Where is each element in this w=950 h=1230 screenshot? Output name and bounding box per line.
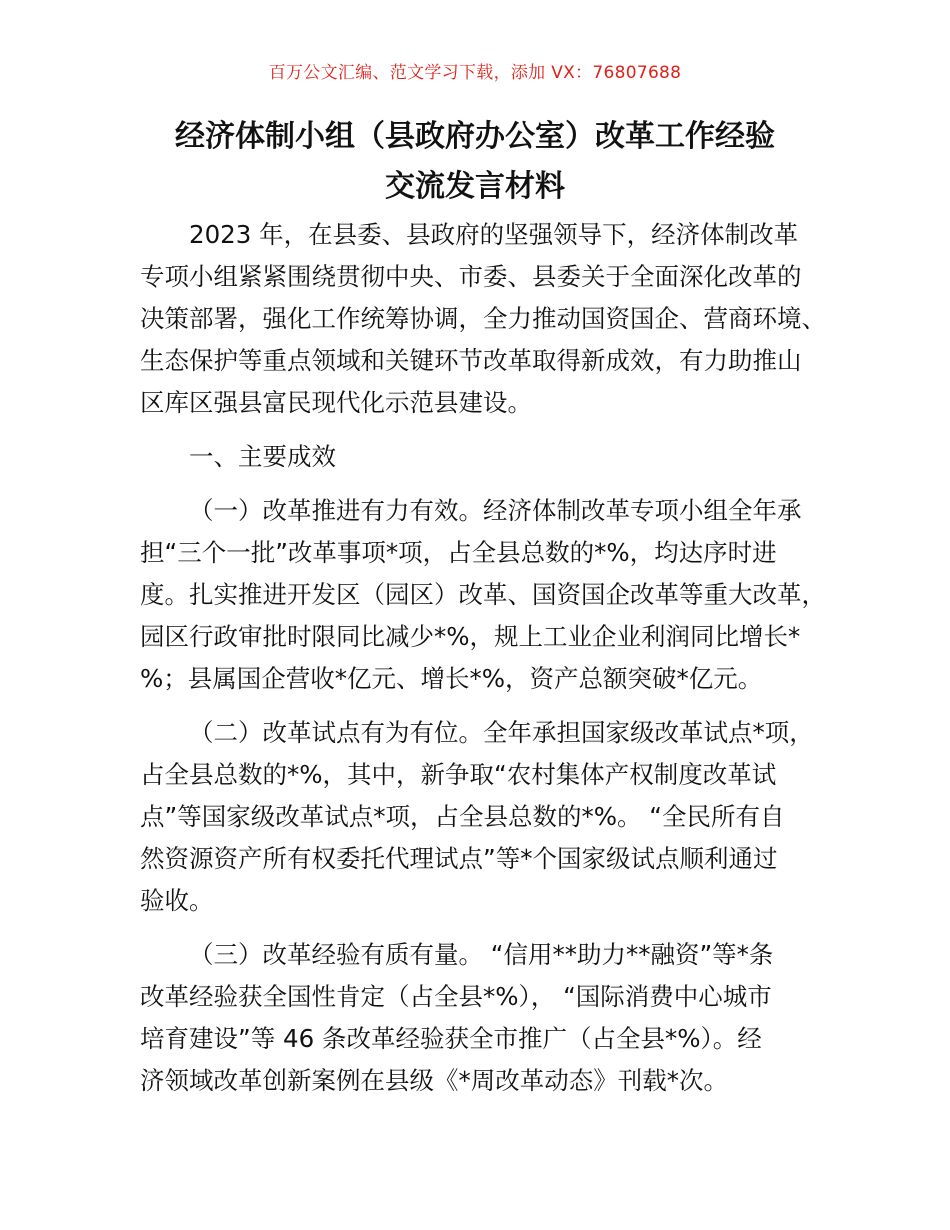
text-line: 担“三个一批”改革事项*项，占全县总数的*%，均达序时进 — [140, 538, 777, 567]
text-line: 生态保护等重点领域和关键环节改革取得新成效，有力助推山 — [140, 346, 802, 375]
text-line: 然资源资产所有权委托代理试点”等*个国家级试点顺利通过 — [140, 844, 778, 873]
text-line: 园区行政审批时限同比减少*%，规上工业企业利润同比增长* — [140, 622, 801, 651]
text-line: 点”等国家级改革试点*项，占全县总数的*%。 “全民所有自 — [140, 802, 785, 831]
section-heading — [140, 436, 840, 478]
title-line: 经济体制小组（县政府办公室）改革工作经验 — [175, 119, 775, 154]
text-line: 专项小组紧紧围绕贯彻中央、市委、县委关于全面深化改革的 — [140, 262, 802, 291]
text-line: 度。扎实推进开发区（园区）改革、国资国企改革等重大改革， — [140, 580, 826, 609]
text-line: 决策部署，强化工作统筹协调，全力推动国资国企、营商环境、 — [140, 304, 826, 333]
text-line: 培育建设”等 46 条改革经验获全市推广（占全县*%）。经 — [140, 1024, 762, 1053]
text-line: （三）改革经验有质有量。 “信用**助力**融资”等*条 — [189, 940, 774, 969]
title-line: 交流发言材料 — [385, 169, 565, 204]
paragraph-item-3 — [140, 934, 840, 1102]
text-line: 济领域改革创新案例在县级《*周改革动态》刊载*次。 — [140, 1066, 728, 1095]
text-line: （二）改革试点有为有位。全年承担国家级改革试点*项， — [189, 718, 814, 747]
paragraph-item-1 — [140, 490, 840, 700]
document-body — [140, 214, 840, 1114]
paragraph-intro — [140, 214, 840, 424]
text-line: 验收。 — [140, 886, 214, 915]
text-line: 占全县总数的*%，其中，新争取“农村集体产权制度改革试 — [140, 760, 777, 789]
text-line: 改革经验获全国性肯定（占全县*%）， “国际消费中心城市 — [140, 982, 772, 1011]
heading-line: 一、主要成效 — [189, 442, 336, 471]
header-watermark-note: 百万公文汇编、范文学习下载，添加 VX：76807688 — [268, 63, 682, 83]
paragraph-item-2 — [140, 712, 840, 922]
text-line: 区库区强县富民现代化示范县建设。 — [140, 388, 532, 417]
text-line: 2023 年，在县委、县政府的坚强领导下，经济体制改革 — [189, 220, 799, 249]
document-title — [110, 112, 840, 212]
text-line: %；县属国企营收*亿元、增长*%，资产总额突破*亿元。 — [140, 664, 763, 693]
text-line: （一）改革推进有力有效。经济体制改革专项小组全年承 — [189, 496, 802, 525]
